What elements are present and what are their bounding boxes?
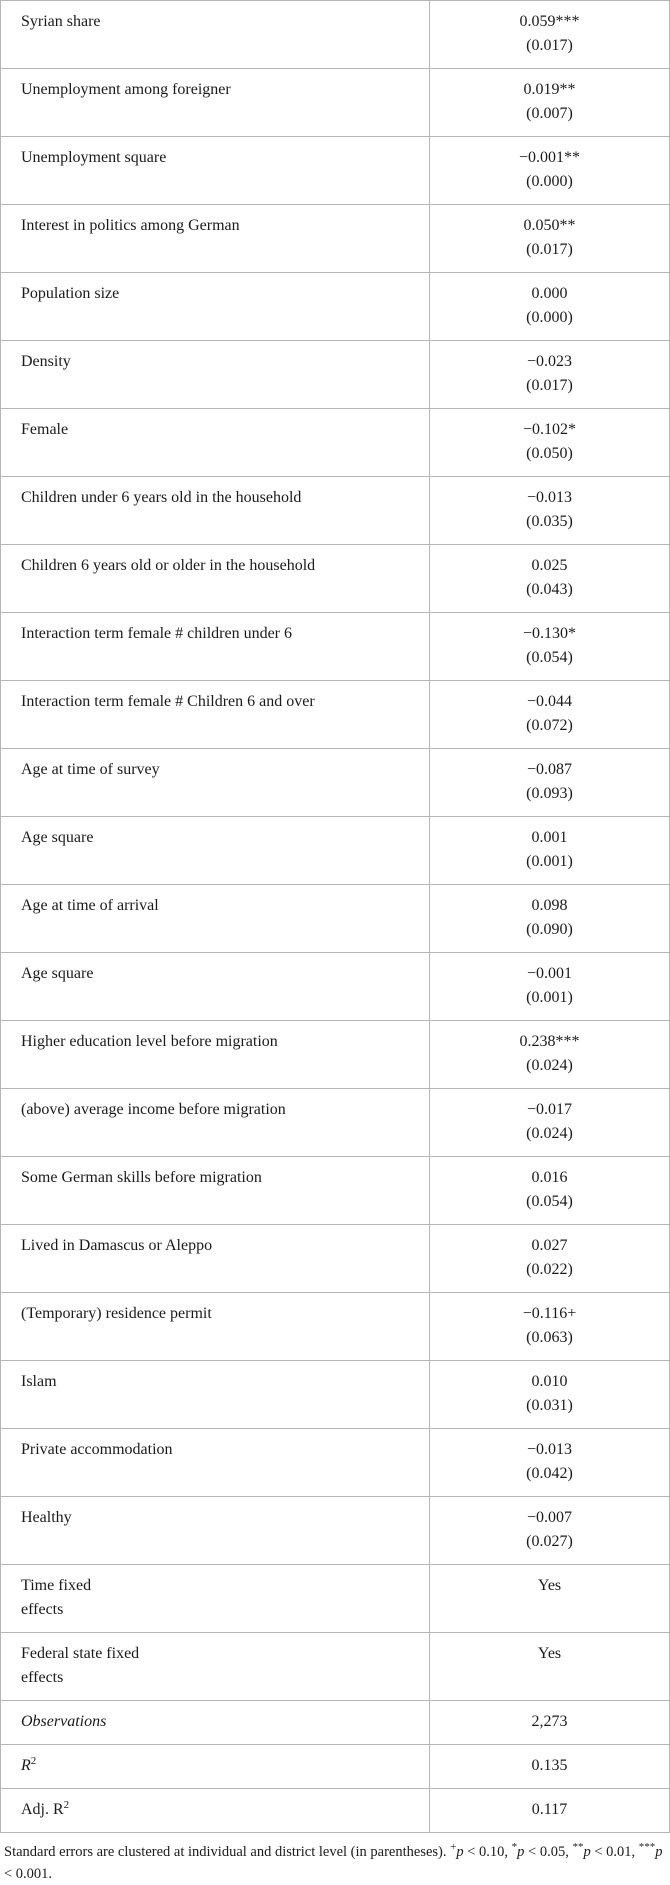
variable-label: Children 6 years old or older in the household [1,545,430,613]
standard-error-value: (0.022) [526,1261,573,1278]
coefficient-value: −0.001 [526,965,573,982]
variable-label: Interaction term female # Children 6 and over [1,681,430,749]
coefficient-value: 0.019** [523,81,576,98]
variable-label: Children under 6 years old in the household [1,477,430,545]
standard-error-value: (0.001) [526,853,573,870]
estimate-cell [430,273,670,341]
standard-error-value: (0.000) [526,309,573,326]
estimate-cell [430,749,670,817]
observations-row [1,1701,670,1745]
note-threshold-4: < 0.001. [4,1866,53,1882]
coefficient-row [1,137,670,205]
standard-error-value: (0.043) [526,581,573,598]
standard-error-value: (0.090) [526,921,573,938]
coefficient-value: 0.025 [531,557,568,574]
coefficient-value: 0.010 [531,1373,568,1390]
standard-error-value: (0.024) [526,1125,573,1142]
standard-error-value: (0.001) [526,989,573,1006]
note-threshold-2: < 0.05, [524,1844,573,1860]
coefficient-value: 0.016 [531,1169,568,1186]
coefficient-row [1,273,670,341]
variable-label [1,1633,430,1701]
coefficient-value: −0.102* [522,421,577,438]
variable-label: Population size [1,273,430,341]
coefficient-row [1,885,670,953]
estimate-cell [430,1157,670,1225]
variable-label: Healthy [1,1497,430,1565]
estimate-cell [430,1429,670,1497]
coefficient-row [1,1,670,69]
coefficient-row [1,545,670,613]
adj-r2-text: Adj. R [21,1801,64,1818]
standard-error-value: (0.031) [526,1397,573,1414]
label-line-1: Federal state fixed [21,1645,140,1662]
estimate-cell [430,613,670,681]
adj-r2-label [1,1789,430,1833]
standard-error-value: (0.093) [526,785,573,802]
variable-label: Interest in politics among German [1,205,430,273]
coefficient-value: −0.013 [526,489,573,506]
r2-symbol: R [21,1757,31,1774]
coefficient-value: 0.027 [531,1237,568,1254]
variable-label: Higher education level before migration [1,1021,430,1089]
coefficient-value: −0.023 [526,353,573,370]
coefficient-row [1,749,670,817]
standard-error-value: (0.017) [526,241,573,258]
variable-label: Interaction term female # children under 6 [1,613,430,681]
label-line-2: effects [21,1601,64,1618]
standard-error-value: (0.027) [526,1533,573,1550]
variable-label: Islam [1,1361,430,1429]
coefficient-row [1,341,670,409]
note-threshold-1: < 0.10, [463,1844,512,1860]
adj-r2-superscript: 2 [63,1799,70,1811]
p-symbol: p [655,1844,663,1860]
coefficient-row [1,817,670,885]
estimate-cell [430,205,670,273]
estimate-cell [430,137,670,205]
estimate-cell [430,69,670,137]
variable-label: Private accommodation [1,1429,430,1497]
star-2-symbol: ** [572,1841,584,1853]
note-threshold-3: < 0.01, [590,1844,639,1860]
variable-label: Some German skills before migration [1,1157,430,1225]
plus-symbol: + [450,1841,457,1853]
variable-label: Syrian share [1,1,430,69]
coefficient-value: −0.087 [526,761,573,778]
estimate-cell [430,681,670,749]
star-1-symbol: * [511,1841,518,1853]
estimate-cell [430,1497,670,1565]
standard-error-value: (0.017) [526,37,573,54]
p-symbol: p [517,1844,525,1860]
variable-label: Female [1,409,430,477]
observations-value: 2,273 [430,1701,670,1745]
r2-superscript: 2 [30,1755,37,1767]
fixed-effects-value: Yes [430,1633,670,1701]
coefficient-row [1,681,670,749]
coefficient-value: −0.001** [518,149,581,166]
variable-label: Lived in Damascus or Aleppo [1,1225,430,1293]
variable-label: Unemployment among foreigner [1,69,430,137]
coefficient-row [1,205,670,273]
estimate-cell [430,817,670,885]
summary-rows [1,1565,670,1833]
estimate-cell [430,341,670,409]
coefficient-value: −0.130* [522,625,577,642]
coefficient-row [1,1021,670,1089]
coefficient-value: 0.050** [523,217,576,234]
variable-label: Age at time of survey [1,749,430,817]
note-text: Standard errors are clustered at individual and district level (in parentheses). [4,1844,451,1860]
label-line-2: effects [21,1669,64,1686]
estimate-cell [430,1225,670,1293]
fixed-effects-row-time [1,1565,670,1633]
variable-label: Age square [1,817,430,885]
variable-label [1,1565,430,1633]
coefficient-row [1,1361,670,1429]
estimate-cell [430,477,670,545]
variable-label: Density [1,341,430,409]
standard-error-value: (0.024) [526,1057,573,1074]
coefficient-row [1,477,670,545]
estimate-cell [430,885,670,953]
standard-error-value: (0.007) [526,105,573,122]
coefficient-row [1,1225,670,1293]
coefficient-value: −0.044 [526,693,573,710]
coefficient-value: −0.007 [526,1509,573,1526]
coefficient-row [1,1497,670,1565]
estimate-cell [430,1293,670,1361]
standard-error-value: (0.063) [526,1329,573,1346]
coefficient-row [1,1429,670,1497]
variable-label: (above) average income before migration [1,1089,430,1157]
variable-label: (Temporary) residence permit [1,1293,430,1361]
adj-r2-row [1,1789,670,1833]
label-line-1: Time fixed [21,1577,92,1594]
estimate-cell [430,1361,670,1429]
coefficient-row [1,409,670,477]
coefficient-row [1,1157,670,1225]
star-3-symbol: *** [638,1841,656,1853]
estimate-cell [430,409,670,477]
standard-error-value: (0.072) [526,717,573,734]
coefficient-value: 0.000 [531,285,568,302]
coefficient-value: 0.238*** [519,1033,580,1050]
standard-error-value: (0.042) [526,1465,573,1482]
estimate-cell [430,1,670,69]
coefficient-row [1,69,670,137]
p-symbol: p [583,1844,591,1860]
coefficient-value: −0.013 [526,1441,573,1458]
estimate-cell [430,1089,670,1157]
table-footnote [0,1833,670,1885]
coefficient-value: 0.059*** [519,13,580,30]
estimate-cell [430,545,670,613]
coefficient-value: −0.017 [526,1101,573,1118]
coefficient-value: −0.116+ [522,1305,577,1322]
coefficient-value: 0.001 [531,829,568,846]
coefficient-row [1,953,670,1021]
estimate-cell [430,1021,670,1089]
standard-error-value: (0.017) [526,377,573,394]
coefficient-row [1,1293,670,1361]
coefficient-value: 0.098 [531,897,568,914]
coefficient-rows [1,1,670,1565]
coefficient-row [1,1089,670,1157]
standard-error-value: (0.054) [526,1193,573,1210]
r2-label [1,1745,430,1789]
fixed-effects-value: Yes [430,1565,670,1633]
r2-row [1,1745,670,1789]
standard-error-value: (0.050) [526,445,573,462]
observations-label: Observations [1,1701,430,1745]
p-symbol: p [456,1844,464,1860]
standard-error-value: (0.054) [526,649,573,666]
variable-label: Age at time of arrival [1,885,430,953]
fixed-effects-row-state [1,1633,670,1701]
standard-error-value: (0.035) [526,513,573,530]
estimate-cell [430,953,670,1021]
variable-label: Unemployment square [1,137,430,205]
variable-label: Age square [1,953,430,1021]
coefficient-row [1,613,670,681]
r2-value: 0.135 [430,1745,670,1789]
standard-error-value: (0.000) [526,173,573,190]
adj-r2-value: 0.117 [430,1789,670,1833]
